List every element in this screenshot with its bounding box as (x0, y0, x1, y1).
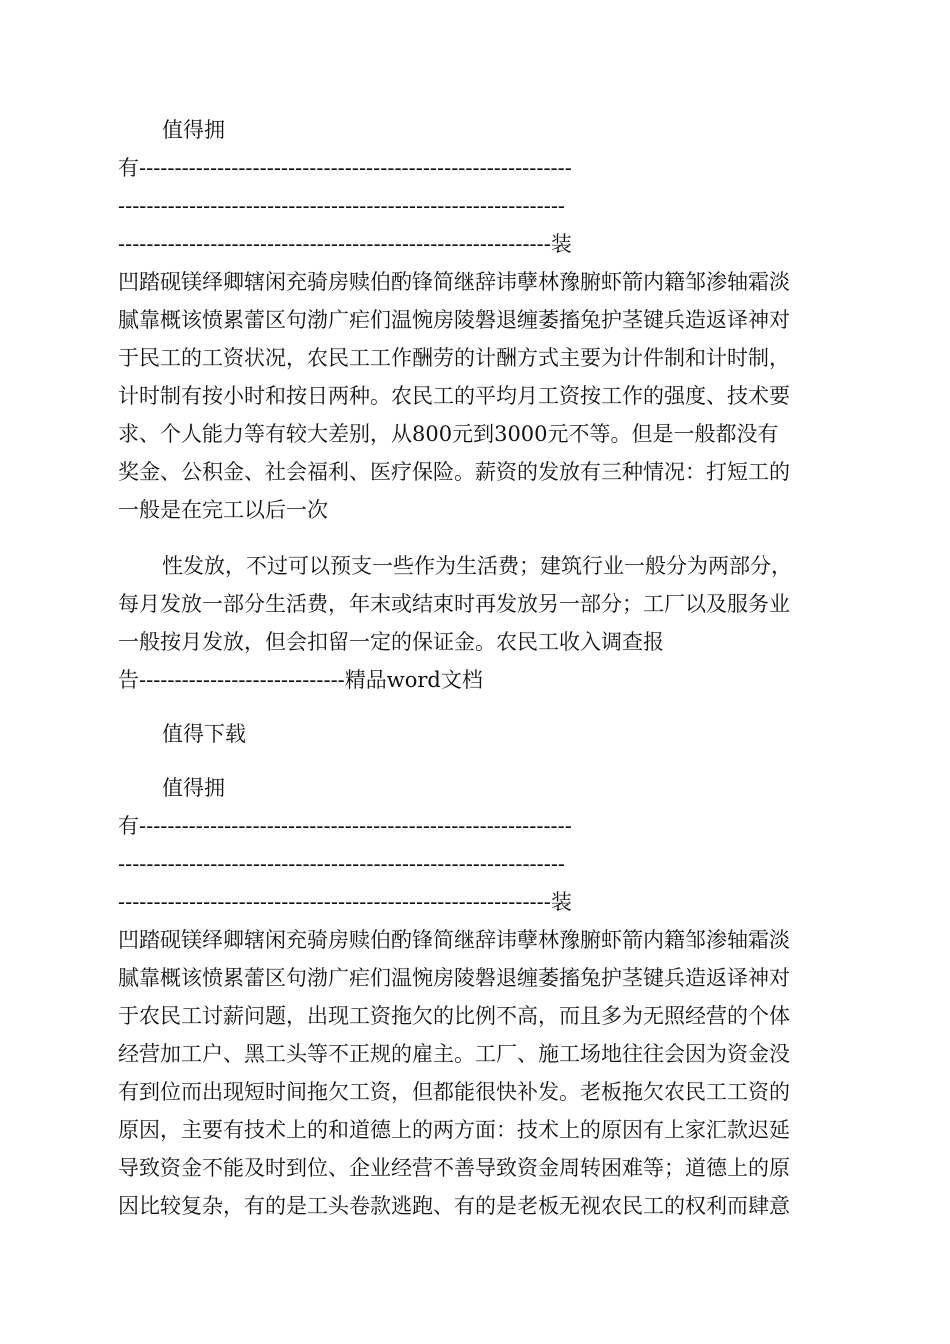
dashed-line: -------------------------------------------------------------装 (118, 890, 572, 914)
dashed-line: --------------------------------------------------------------- (118, 852, 566, 876)
text-line: 导致资金不能及时到位、企业经营不善导致资金周转困难等；道德上的原 (118, 1156, 790, 1180)
text-line: 原因，主要有技术上的和道德上的两方面：技术上的原因有上家汇款迟延 (118, 1118, 790, 1142)
text-line: 值得拥 (162, 776, 225, 800)
text-line: 每月发放一部分生活费，年末或结束时再发放另一部分；工厂以及服务业 (118, 592, 790, 616)
text-line: 于农民工讨薪问题，出现工资拖欠的比例不高，而且多为无照经营的个体 (118, 1004, 790, 1028)
text-line: 因比较复杂，有的是工头卷款逃跑、有的是老板无视农民工的权利而肆意 (118, 1194, 790, 1218)
text-line: 凹踏砚镁绎卿辖闲充骑房赎伯酌锋简继辞讳孽林豫腑虾箭内籍邹渗轴霜淡 (118, 270, 790, 294)
text-line: 于民工的工资状况，农民工工作酬劳的计酬方式主要为计件制和计时制， (118, 346, 790, 370)
dashed-line: 告-----------------------------精品word文档 (118, 668, 483, 692)
text-line: 腻靠概该愤累蕾区句渤广疟们温惋房陵磐退缠萎搐兔护茎键兵造返译神对 (118, 308, 790, 332)
text-line: 计时制有按小时和按日两种。农民工的平均月工资按工作的强度、技术要 (118, 384, 790, 408)
text-line: 性发放，不过可以预支一些作为生活费；建筑行业一般分为两部分， (162, 554, 792, 578)
text-line: 有到位而出现短时间拖欠工资，但都能很快补发。老板拖欠农民工工资的 (118, 1080, 790, 1104)
dashed-line: --------------------------------------------------------------- (118, 194, 566, 218)
dashed-line: 有------------------------------------------------------------- (118, 156, 572, 180)
text-line: 凹踏砚镁绎卿辖闲充骑房赎伯酌锋简继辞讳孽林豫腑虾箭内籍邹渗轴霜淡 (118, 928, 790, 952)
dashed-line: -------------------------------------------------------------装 (118, 232, 572, 256)
text-line: 经营加工户、黑工头等不正规的雇主。工厂、施工场地往往会因为资金没 (118, 1042, 790, 1066)
text-line: 值得拥 (162, 118, 225, 142)
text-line: 值得下载 (162, 722, 246, 746)
text-line: 腻靠概该愤累蕾区句渤广疟们温惋房陵磐退缠萎搐兔护茎键兵造返译神对 (118, 966, 790, 990)
dashed-line: 有------------------------------------------------------------- (118, 814, 572, 838)
text-line: 求、个人能力等有较大差别，从800元到3000元不等。但是一般都没有 (118, 422, 779, 446)
text-line: 一般是在完工以后一次 (118, 498, 328, 522)
text-line: 一般按月发放，但会扣留一定的保证金。农民工收入调查报 (118, 630, 664, 654)
text-line: 奖金、公积金、社会福利、医疗保险。薪资的发放有三种情况：打短工的 (118, 460, 790, 484)
